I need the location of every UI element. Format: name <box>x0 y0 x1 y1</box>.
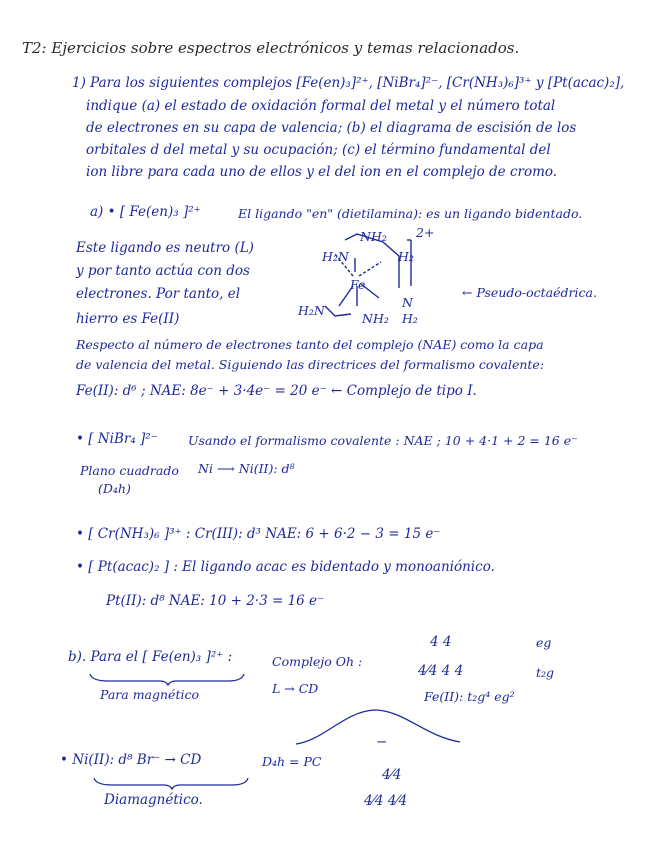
intro-line-5: ion libre para cada uno de ellos y el del ion en el complejo de cromo. <box>86 164 558 180</box>
page-title: T2: Ejercicios sobre espectros electrónicos y temas relacionados. <box>22 39 520 57</box>
eg-label: eg <box>536 635 552 650</box>
part-b-head: b). Para el [ Fe(en)₃ ]²⁺ : <box>68 649 233 665</box>
part-a-head: a) • [ Fe(en)₃ ]²⁺ <box>90 204 201 220</box>
d4h-label: (D₄h) <box>98 481 131 496</box>
t2g-arrows: 4⁄4 4 4 <box>418 663 464 679</box>
paramag-brace <box>88 672 248 686</box>
d4h-pc: D₄h = PC <box>262 754 322 769</box>
struct-label-fe: Fe <box>350 277 366 292</box>
struct-label-7: N <box>402 295 413 310</box>
ni-oxidation: Ni ⟶ Ni(II): d⁸ <box>198 461 295 476</box>
ligand-left-2: y por tanto actúa con dos <box>76 263 250 279</box>
intro-line-3: de electrones en su capa de valencia; (b) el diagrama de escisión de los <box>86 120 577 136</box>
intro-line-1: 1) Para los siguientes complejos [Fe(en)₃]²⁺, [NiBr₄]²⁻, [Cr(NH₃)₆]³⁺ y [Pt(acac)₂], <box>72 75 625 91</box>
pt-ox-line: Pt(II): d⁸ NAE: 10 + 2·3 = 16 e⁻ <box>106 593 325 609</box>
struct-label-6: H₂N <box>298 303 325 318</box>
geometry-note: ← Pseudo-octaédrica. <box>462 285 597 300</box>
intro-line-2: indique (a) el estado de oxidación formal del metal y el número total <box>86 98 556 114</box>
paramagnetico: Para magnético <box>100 687 200 702</box>
sq-mid-level: 4⁄4 <box>382 767 402 783</box>
struct-label-5: NH₂ <box>362 311 389 326</box>
diamagnetico: Diamagnético. <box>104 792 203 808</box>
diamag-brace <box>92 776 252 790</box>
complex-charge: 2+ <box>416 225 435 240</box>
ligand-left-1: Este ligando es neutro (L) <box>76 240 254 256</box>
t2g-label: t₂g <box>536 665 555 680</box>
ni-formalism: Usando el formalismo covalente : NAE ; 10 + 4·1 + 2 = 16 e⁻ <box>188 433 578 448</box>
fe-nae-line: Fe(II): d⁶ ; NAE: 8e⁻ + 3·4e⁻ = 20 e⁻ ← Complejo de tipo I. <box>76 383 477 399</box>
struct-label-1: NH₂ <box>360 229 387 244</box>
respecto-line-1: Respecto al número de electrones tanto del complejo (NAE) como la capa <box>76 337 544 352</box>
ligand-left-3: electrones. Por tanto, el <box>76 286 241 302</box>
ligand-left-4: hierro es Fe(II) <box>76 311 180 327</box>
respecto-line-2: de valencia del metal. Siguiendo las directrices del formalismo covalente: <box>76 357 545 372</box>
cr-line: • [ Cr(NH₃)₆ ]³⁺ : Cr(III): d³ NAE: 6 + 6·2 − 3 = 15 e⁻ <box>76 526 441 542</box>
intro-line-4: orbitales d del metal y su ocupación; (c) el término fundamental del <box>86 142 551 158</box>
struct-label-3: H₂ <box>398 249 414 264</box>
sq-top-level: − <box>376 734 388 750</box>
ligand-note: El ligando "en" (dietilamina): es un ligando bidentado. <box>238 206 583 221</box>
fe-config: Fe(II): t₂g⁴ eg² <box>424 689 515 704</box>
plano-cuadrado: Plano cuadrado <box>80 463 179 478</box>
l-cd: L → CD <box>272 681 319 696</box>
complejo-oh: Complejo Oh : <box>272 654 363 669</box>
sq-bottom-level: 4⁄4 4⁄4 <box>364 793 408 809</box>
ni-head: • [ NiBr₄ ]²⁻ <box>76 431 158 447</box>
pt-line: • [ Pt(acac)₂ ] : El ligando acac es bidentado y monoaniónico. <box>76 559 495 575</box>
struct-label-2: H₂N <box>322 249 349 264</box>
struct-label-8: H₂ <box>402 311 418 326</box>
eg-arrows: 4 4 <box>430 634 452 650</box>
ni-line: • Ni(II): d⁸ Br⁻ → CD <box>60 752 202 768</box>
